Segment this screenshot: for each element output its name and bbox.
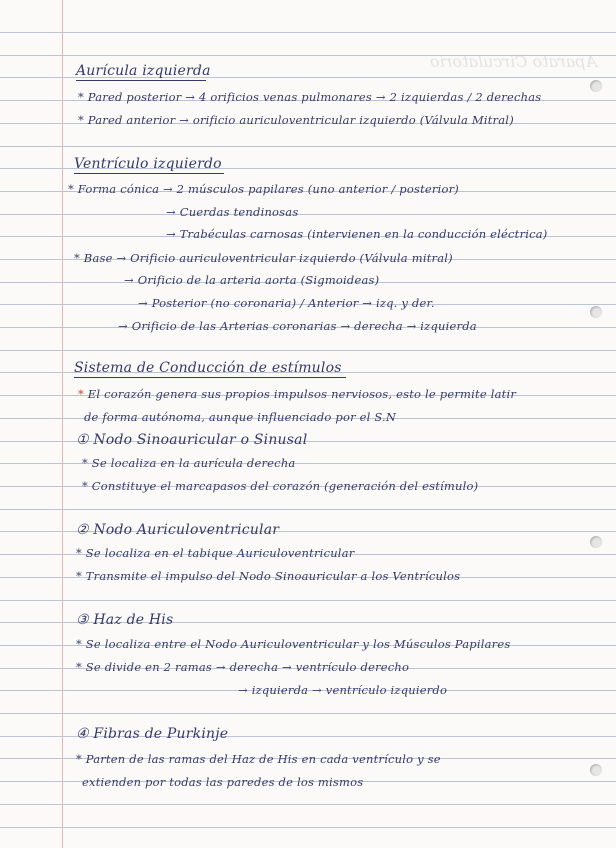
- heading-underline: [74, 173, 224, 174]
- margin-line: [62, 0, 63, 848]
- heading-fibras-purkinje: ④ Fibras de Purkinje: [76, 726, 229, 742]
- note-line: → Orificio de las Arterias coronarias → derecha → izquierda: [118, 319, 477, 333]
- note-line: * Constituye el marcapasos del corazón (generación del estímulo): [82, 479, 479, 493]
- punch-hole: [590, 80, 602, 92]
- note-line: de forma autónoma, aunque influenciado por el S.N: [84, 410, 397, 424]
- note-line: * Base → Orificio auriculoventricular izquierdo (Válvula mitral): [74, 251, 453, 265]
- note-line: * Pared posterior → 4 orificios venas pulmonares → 2 izquierdas / 2 derechas: [78, 90, 542, 104]
- ruled-line: [0, 713, 616, 714]
- note-line: * Se localiza en el tabique Auriculoventricular: [76, 546, 355, 560]
- note-line: → Trabéculas carnosas (intervienen en la conducción eléctrica): [166, 227, 548, 241]
- note-line: * Pared anterior → orificio auriculoventricular izquierdo (Válvula Mitral): [78, 113, 514, 127]
- punch-hole: [590, 764, 602, 776]
- heading-sistema-conduccion: Sistema de Conducción de estímulos: [74, 360, 342, 376]
- heading-nodo-av: ② Nodo Auriculoventricular: [76, 522, 280, 538]
- note-line: * Se divide en 2 ramas → derecha → ventrículo derecho: [76, 660, 410, 674]
- ruled-line: [0, 32, 616, 33]
- heading-haz-de-his: ③ Haz de His: [76, 612, 174, 628]
- note-line: * Se localiza en la aurícula derecha: [82, 456, 296, 470]
- note-line: → Orificio de la arteria aorta (Sigmoideas): [124, 273, 380, 287]
- ruled-line: [0, 214, 616, 215]
- heading-auricula-izquierda: Aurícula izquierda: [76, 63, 211, 79]
- note-line: * Se localiza entre el Nodo Auriculoventricular y los Músculos Papilares: [76, 637, 511, 651]
- heading-underline: [74, 377, 346, 378]
- ruled-line: [0, 350, 616, 351]
- star-bullet: *: [78, 387, 84, 401]
- punch-hole: [590, 536, 602, 548]
- note-line: * El corazón genera sus propios impulsos nerviosos, esto le permite latir: [78, 387, 517, 401]
- ruled-line: [0, 827, 616, 828]
- ruled-line: [0, 804, 616, 805]
- note-line: * Parten de las ramas del Haz de His en cada ventrículo y se: [76, 752, 441, 766]
- heading-ventriculo-izquierdo: Ventrículo izquierdo: [74, 156, 222, 172]
- punch-hole: [590, 306, 602, 318]
- note-line: * Transmite el impulso del Nodo Sinoauricular a los Ventrículos: [76, 569, 461, 583]
- ruled-line: [0, 509, 616, 510]
- bleed-through-text: Aparato Circulatorio: [430, 52, 598, 71]
- note-line: → Cuerdas tendinosas: [166, 205, 299, 219]
- heading-nodo-sinusal: ① Nodo Sinoauricular o Sinusal: [76, 432, 308, 448]
- note-line: extienden por todas las paredes de los mismos: [82, 775, 364, 789]
- note-line: → izquierda → ventrículo izquierdo: [238, 683, 448, 697]
- ruled-line: [0, 600, 616, 601]
- heading-underline: [76, 80, 206, 81]
- note-line: → Posterior (no coronaria) / Anterior → izq. y der.: [138, 296, 435, 310]
- ruled-line: [0, 146, 616, 147]
- note-line: * Forma cónica → 2 músculos papilares (uno anterior / posterior): [68, 182, 459, 196]
